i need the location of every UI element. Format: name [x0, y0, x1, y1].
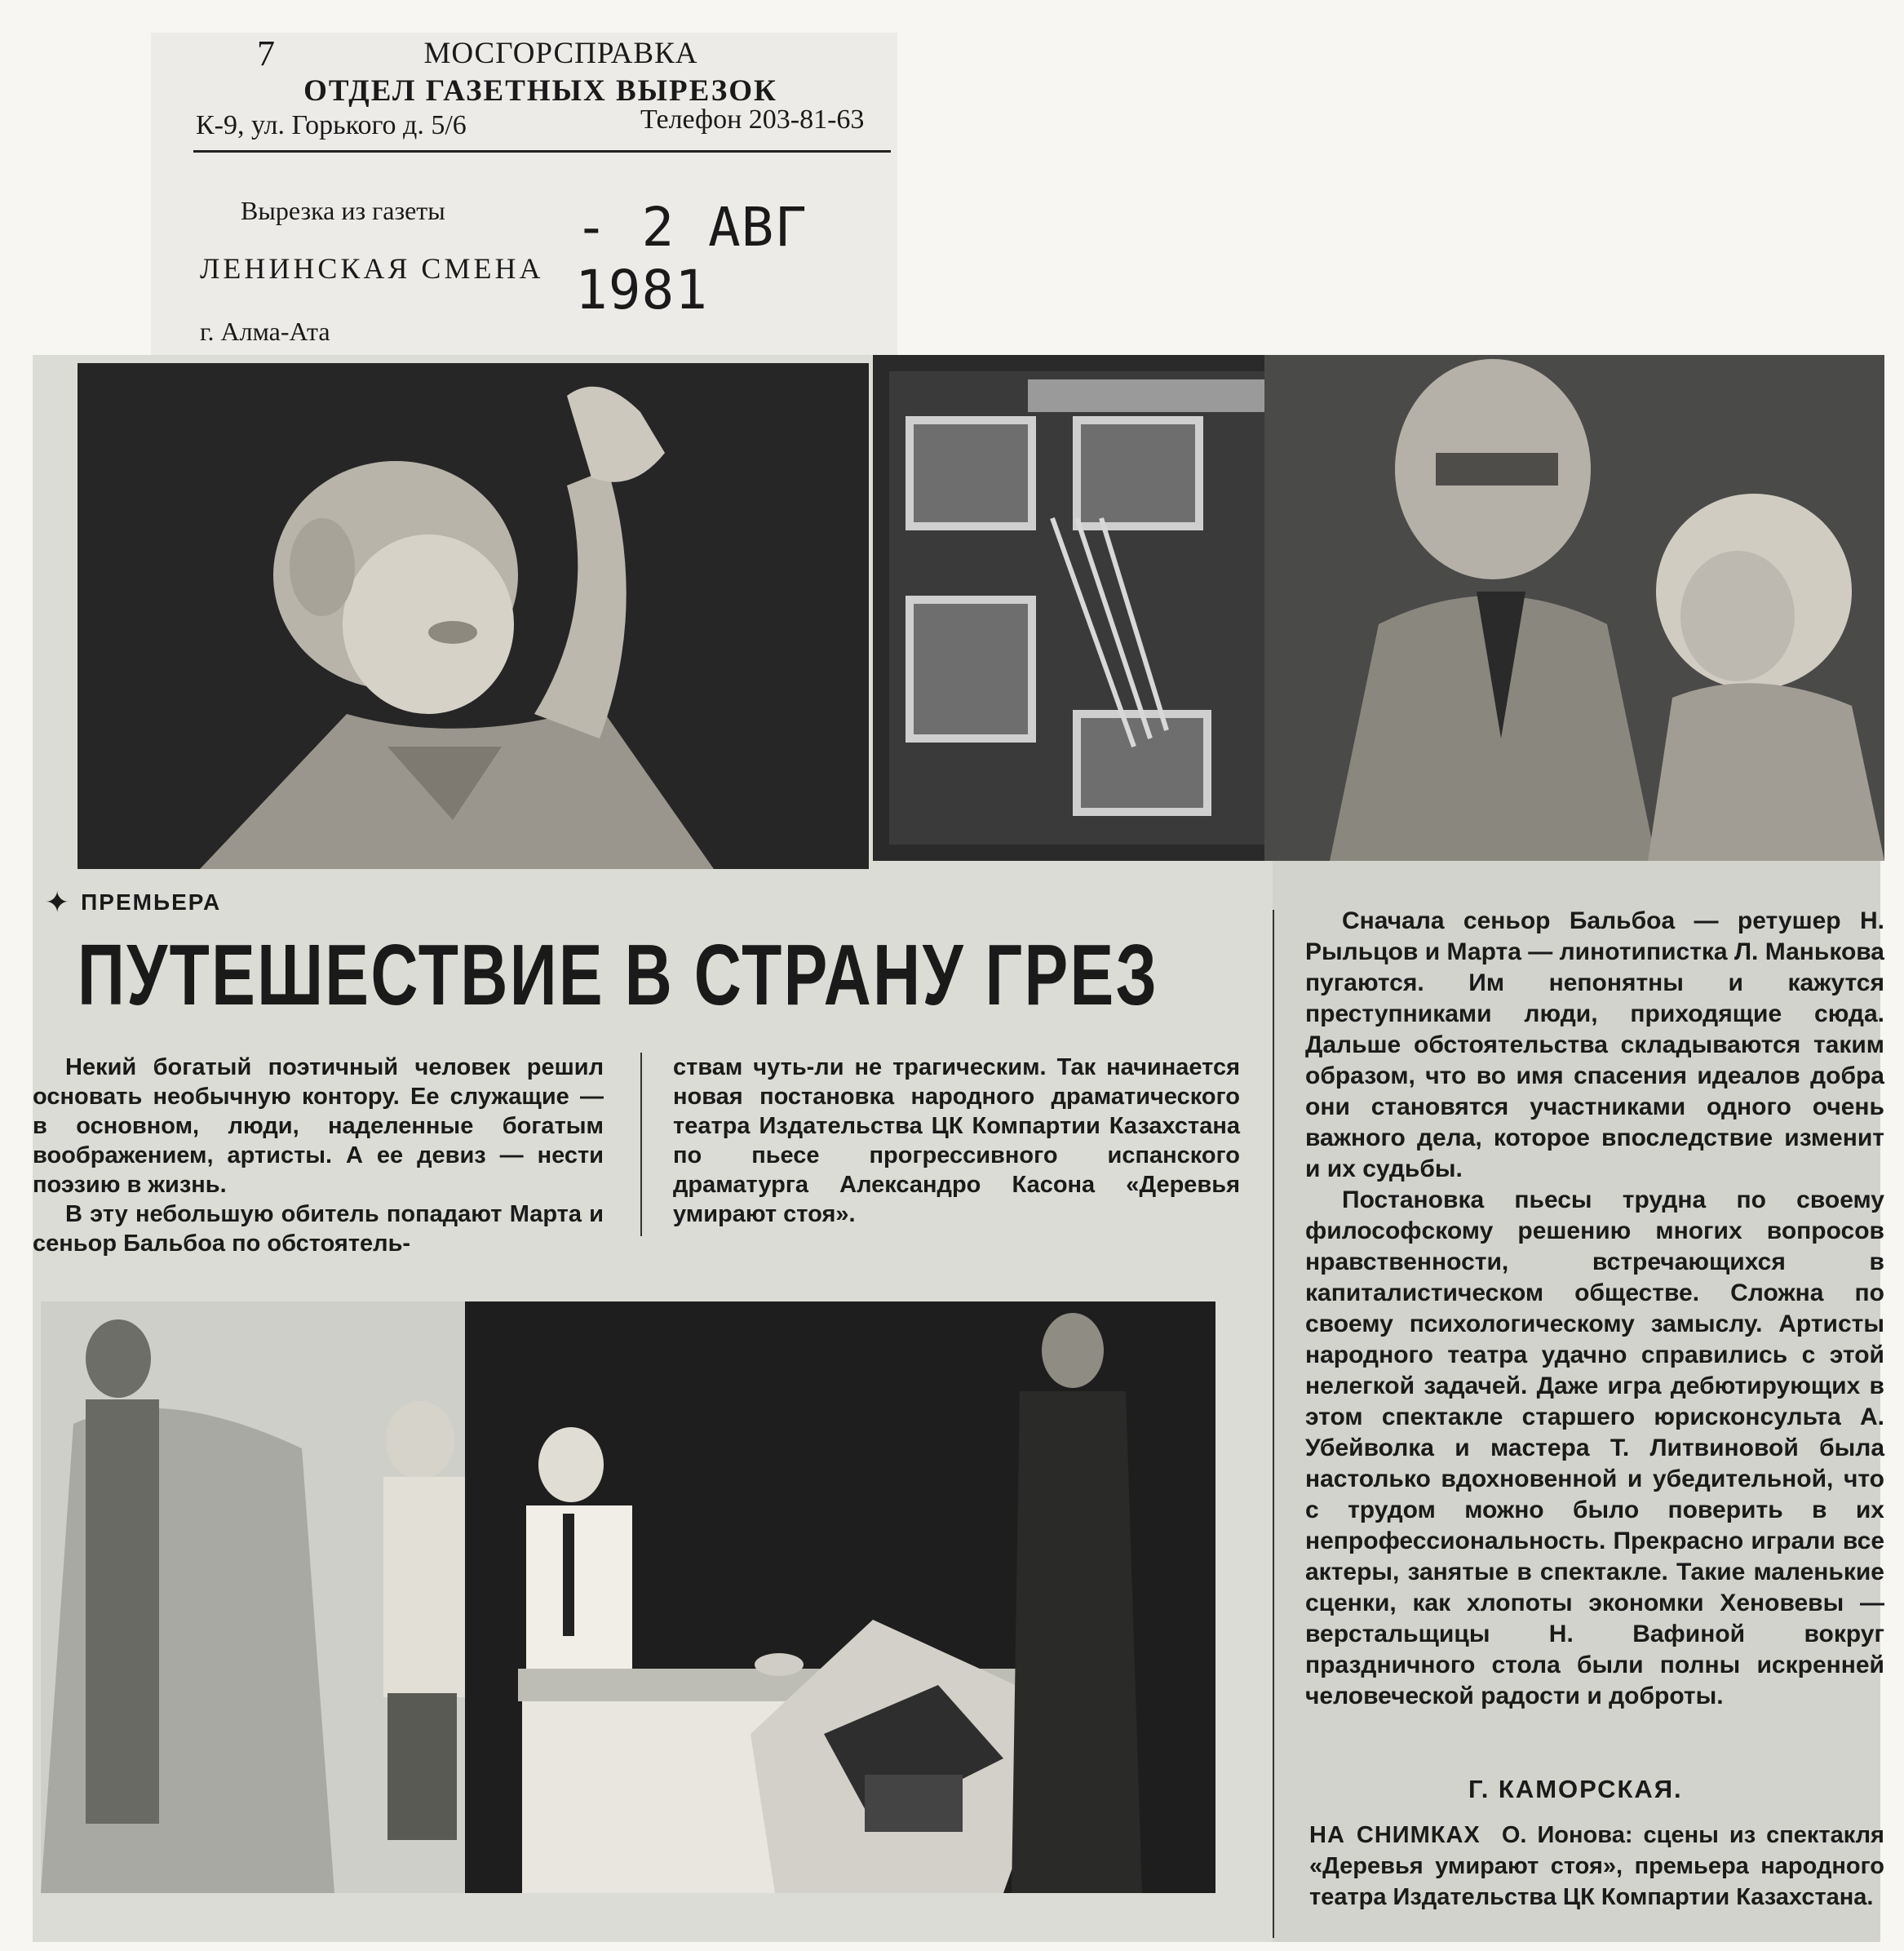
photo-caption [1309, 1820, 1884, 1913]
two-actors-photo-icon [873, 355, 1884, 861]
stamp-phone: Телефон 203-81-63 [640, 104, 865, 135]
newspaper-clipping [33, 355, 1884, 1942]
page-fold-divider [1273, 910, 1274, 1938]
section-label-text: ПРЕМЬЕРА [81, 889, 222, 915]
archive-stamp [151, 33, 897, 363]
actress-photo-icon [77, 363, 869, 869]
paragraph: В эту небольшую обитель попадают Марта и сеньор Бальбоа по обстоятель- [33, 1201, 604, 1257]
stamp-newspaper: ЛЕНИНСКАЯ СМЕНА [200, 252, 544, 285]
caption-text: О. Ионова: сцены из спектакля «Деревья умирают стоя», премьера народного театра Издательства ЦК Компартии Казахстана. [1309, 1822, 1884, 1910]
stamp-city: г. Алма-Ата [200, 317, 330, 346]
article-column-2 [673, 1053, 1240, 1229]
stamp-dept: ОТДЕЛ ГАЗЕТНЫХ ВЫРЕЗОК [303, 74, 777, 108]
stamp-date: - 2 АВГ 1981 [575, 196, 808, 321]
stamp-org: МОСГОРСПРАВКА [423, 37, 698, 70]
stage-scene-photo-icon [41, 1301, 1215, 1893]
article-headline: ПУТЕШЕСТВИЕ В СТРАНУ ГРЕЗ [77, 927, 1159, 1023]
paragraph: Постановка пьесы трудна по своему философскому решению многих вопросов нравственности, встречающихся в капиталистическом обществе. Сложна по своему психологическому замыслу. Артисты народного театра удачно справились с этой нелегкой задачей. Даже игра дебютирующих в этом спектакле старшего юрисконсульта А. Убейволка и мастера Т. Литвиновой была настолько вдохновенной и убедительной, что с трудом можно было поверить в их непрофессиональность. Прекрасно играли все актеры, занятые в спектакле. Такие маленькие сценки, как хлопоты экономки Хеновевы — верстальщицы Н. Вафиной вокруг праздничного стола были полны искренней человеческой радости и доброты. [1305, 1186, 1884, 1709]
paragraph: Некий богатый поэтичный человек решил основать необычную контору. Ее служащие — в основном, люди, наделенные богатым воображением, артисты. А ее девиз — нести поэзию в жизнь. [33, 1054, 604, 1198]
article-author: Г. КАМОРСКАЯ. [1468, 1775, 1683, 1803]
article-column-3 [1305, 906, 1884, 1712]
star-icon: ✦ [45, 885, 72, 919]
paragraph: ствам чуть-ли не трагическим. Так начинается новая постановка народного драматического театра Издательства ЦК Компартии Казахстана по пьесе прогрессивного испанского драматурга Александро Касона «Деревья умирают стоя». [673, 1054, 1240, 1227]
column-divider [640, 1053, 642, 1236]
stamp-divider [193, 150, 891, 153]
article-column-1 [33, 1053, 604, 1258]
hand-mark: 7 [257, 33, 275, 73]
section-label [45, 885, 221, 920]
stamp-address: К-9, ул. Горького д. 5/6 [196, 110, 467, 140]
paragraph: Сначала сеньор Бальбоа — ретушер Н. Рыльцов и Марта — линотипистка Л. Манькова пугаются. Им непонятны и кажутся преступниками люди, приходящие сюда. Дальше обстоятельства складываются таким образом, что во имя спасения идеалов добра они становятся участниками одного очень важного дела, которое впоследствие изменит и их судьбы. [1305, 907, 1884, 1182]
stamp-cut-label: Вырезка из газеты [241, 196, 445, 225]
caption-lead: НА СНИМКАХ [1309, 1822, 1481, 1848]
